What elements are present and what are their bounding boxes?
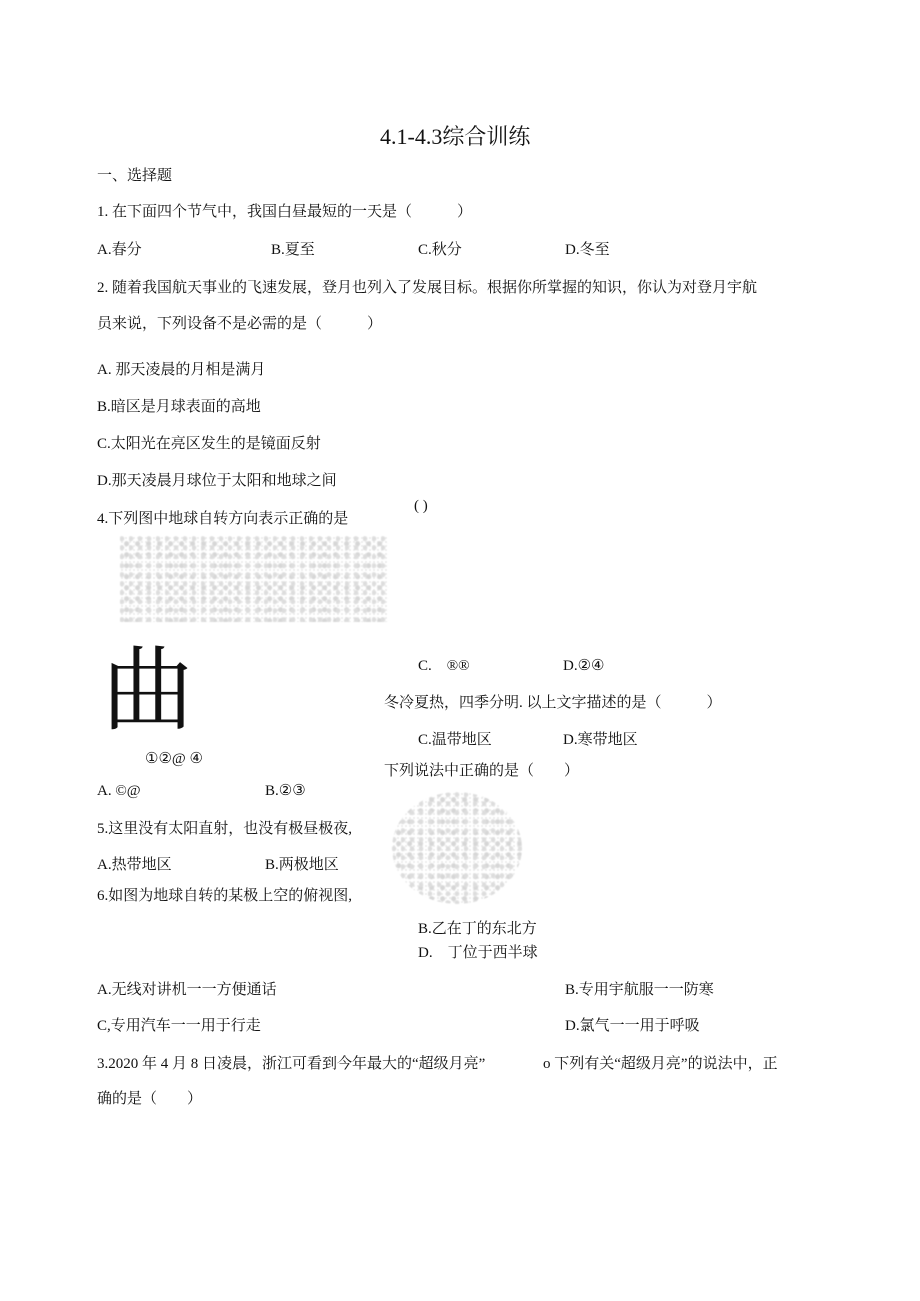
q2-option-a: A.无线对讲机一一方便通话	[97, 982, 277, 998]
q5-option-c: C.温带地区	[418, 732, 492, 748]
q1-option-a: A.春分	[97, 242, 142, 258]
q4-option-d: D.②④	[563, 658, 605, 674]
q1-stem: 1. 在下面四个节气中，我国白昼最短的一天是（ ）	[97, 204, 473, 220]
q2-option-d: D.氯气一一用于呼吸	[565, 1018, 700, 1034]
q2-stem-line1: 2. 随着我国航天事业的飞速发展，登月也列入了发展目标。根据你所掌握的知识，你认为对登月宇航	[97, 280, 758, 296]
q4-figure-labels: ①②@ ④	[145, 751, 203, 767]
q5-stem: 5.这里没有太阳直射，也没有极昼极夜,	[97, 821, 353, 837]
q4-glyph: 曲	[102, 640, 195, 742]
q1-option-d: D.冬至	[565, 242, 610, 258]
q4-option-b: B.②③	[265, 783, 306, 799]
q4-figure	[120, 536, 388, 622]
q3-stem-line2: 确的是（ ）	[97, 1091, 203, 1107]
q5-option-b: B.两极地区	[265, 857, 339, 873]
q6-option-d: D. 丁位于西半球	[418, 945, 538, 961]
q6-stem: 6.如图为地球自转的某极上空的俯视图,	[97, 888, 353, 904]
q5-stem-cont: 冬冷夏热，四季分明. 以上文字描述的是（ ）	[384, 695, 722, 711]
q4-option-a: A. ©@	[97, 783, 141, 799]
q6-option-b: B.乙在丁的东北方	[418, 921, 537, 937]
q3-option-b: B.暗区是月球表面的高地	[97, 399, 261, 415]
q2-option-c: C,专用汽车一一用于行走	[97, 1018, 261, 1034]
q1-option-b: B.夏至	[271, 242, 315, 258]
section-heading: 一、选择题	[97, 168, 173, 184]
q3-option-c: C.太阳光在亮区发生的是镜面反射	[97, 436, 321, 452]
q3-option-a: A. 那天凌晨的月相是满月	[97, 362, 266, 378]
q5-option-d: D.寒带地区	[563, 732, 638, 748]
q4-option-c: C. ®®	[418, 658, 470, 674]
q3-stem-line1-b: o 下列有关“超级月亮”的说法中，正	[543, 1056, 778, 1072]
q6-figure	[392, 792, 522, 904]
q4-stem: 4.下列图中地球自转方向表示正确的是	[97, 511, 349, 527]
q4-answer-paren: ( )	[414, 498, 428, 514]
q5-option-a: A.热带地区	[97, 857, 172, 873]
q2-stem-line2: 员来说，下列设备不是必需的是（ ）	[97, 316, 383, 332]
q1-option-c: C.秋分	[418, 242, 462, 258]
q3-stem-line1-a: 3.2020 年 4 月 8 日凌晨，浙江可看到今年最大的“超级月亮”	[97, 1056, 486, 1072]
q6-stem-cont: 下列说法中正确的是（ ）	[384, 763, 580, 779]
q3-option-d: D.那天凌晨月球位于太阳和地球之间	[97, 473, 337, 489]
q2-option-b: B.专用宇航服一一防寒	[565, 982, 714, 998]
page-title: 4.1-4.3综合训练	[380, 124, 531, 149]
